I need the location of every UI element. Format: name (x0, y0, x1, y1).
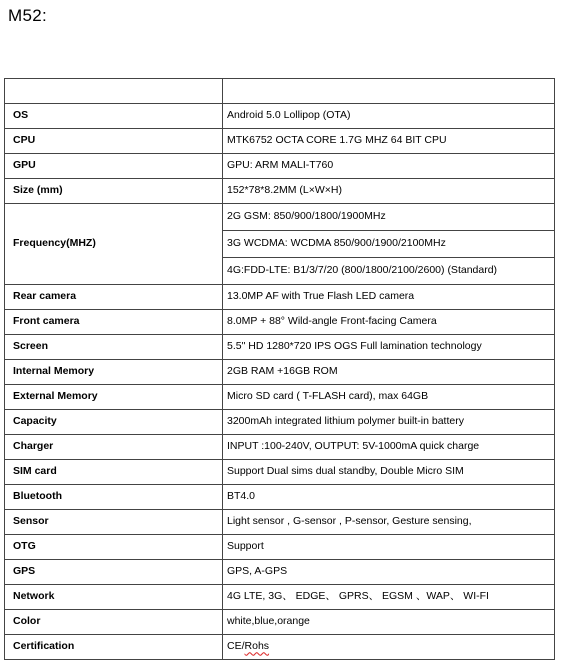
row-label-front-camera: Front camera (5, 310, 223, 335)
row-label-size: Size (mm) (5, 179, 223, 204)
row-value-frequency-4g: 4G:FDD-LTE: B1/3/7/20 (800/1800/2100/2600) (Standard) (223, 258, 555, 285)
row-label-frequency: Frequency(MHZ) (5, 204, 223, 285)
row-value-front-camera: 8.0MP + 88° Wild-angle Front-facing Camera (223, 310, 555, 335)
row-value-certification (223, 635, 555, 660)
row-value-frequency-3g: 3G WCDMA: WCDMA 850/900/1900/2100MHz (223, 231, 555, 258)
row-value-network: 4G LTE, 3G、 EDGE、 GPRS、 EGSM 、WAP、 WI-FI (223, 585, 555, 610)
page-title: M52: (8, 6, 47, 25)
table-row (5, 485, 555, 510)
row-value-size: 152*78*8.2MM (L×W×H) (223, 179, 555, 204)
row-value-screen: 5.5" HD 1280*720 IPS OGS Full lamination technology (223, 335, 555, 360)
table-row (5, 610, 555, 635)
row-value-external-memory: Micro SD card ( T-FLASH card), max 64GB (223, 385, 555, 410)
row-label-gpu: GPU (5, 154, 223, 179)
table-row (5, 560, 555, 585)
row-label-rear-camera: Rear camera (5, 285, 223, 310)
table-row (5, 635, 555, 660)
row-label-bluetooth: Bluetooth (5, 485, 223, 510)
row-value-rear-camera: 13.0MP AF with True Flash LED camera (223, 285, 555, 310)
row-value-capacity: 3200mAh integrated lithium polymer built-in battery (223, 410, 555, 435)
row-label-sim-card: SIM card (5, 460, 223, 485)
row-label-capacity: Capacity (5, 410, 223, 435)
row-label-certification: Certification (5, 635, 223, 660)
certification-prefix: CE/ (227, 640, 245, 653)
table-row (5, 104, 555, 129)
row-label-sensor: Sensor (5, 510, 223, 535)
row-label-network: Network (5, 585, 223, 610)
row-label-internal-memory: Internal Memory (5, 360, 223, 385)
row-label-color: Color (5, 610, 223, 635)
table-header-spacer (5, 79, 555, 104)
row-label-cpu: CPU (5, 129, 223, 154)
row-value-sim-card: Support Dual sims dual standby, Double Micro SIM (223, 460, 555, 485)
spec-table (4, 78, 555, 660)
row-value-internal-memory: 2GB RAM +16GB ROM (223, 360, 555, 385)
table-row (5, 535, 555, 560)
row-value-color: white,blue,orange (223, 610, 555, 635)
table-row (5, 410, 555, 435)
row-value-otg: Support (223, 535, 555, 560)
table-row (5, 335, 555, 360)
row-value-gpu: GPU: ARM MALI-T760 (223, 154, 555, 179)
row-label-os: OS (5, 104, 223, 129)
row-label-screen: Screen (5, 335, 223, 360)
table-row (5, 460, 555, 485)
table-row (5, 585, 555, 610)
row-value-os: Android 5.0 Lollipop (OTA) (223, 104, 555, 129)
row-value-cpu: MTK6752 OCTA CORE 1.7G MHZ 64 BIT CPU (223, 129, 555, 154)
row-value-charger: INPUT :100-240V, OUTPUT: 5V-1000mA quick charge (223, 435, 555, 460)
table-row (5, 310, 555, 335)
row-value-sensor: Light sensor , G-sensor , P-sensor, Gesture sensing, (223, 510, 555, 535)
table-row (5, 154, 555, 179)
table-row (5, 204, 555, 231)
row-value-bluetooth: BT4.0 (223, 485, 555, 510)
table-row (5, 179, 555, 204)
table-row (5, 385, 555, 410)
row-value-frequency-2g: 2G GSM: 850/900/1800/1900MHz (223, 204, 555, 231)
table-row (5, 510, 555, 535)
table-row (5, 129, 555, 154)
table-row (5, 285, 555, 310)
table-row (5, 435, 555, 460)
table-row (5, 360, 555, 385)
certification-rohs: Rohs (244, 640, 270, 653)
row-label-external-memory: External Memory (5, 385, 223, 410)
row-value-gps: GPS, A-GPS (223, 560, 555, 585)
row-label-gps: GPS (5, 560, 223, 585)
row-label-charger: Charger (5, 435, 223, 460)
row-label-otg: OTG (5, 535, 223, 560)
